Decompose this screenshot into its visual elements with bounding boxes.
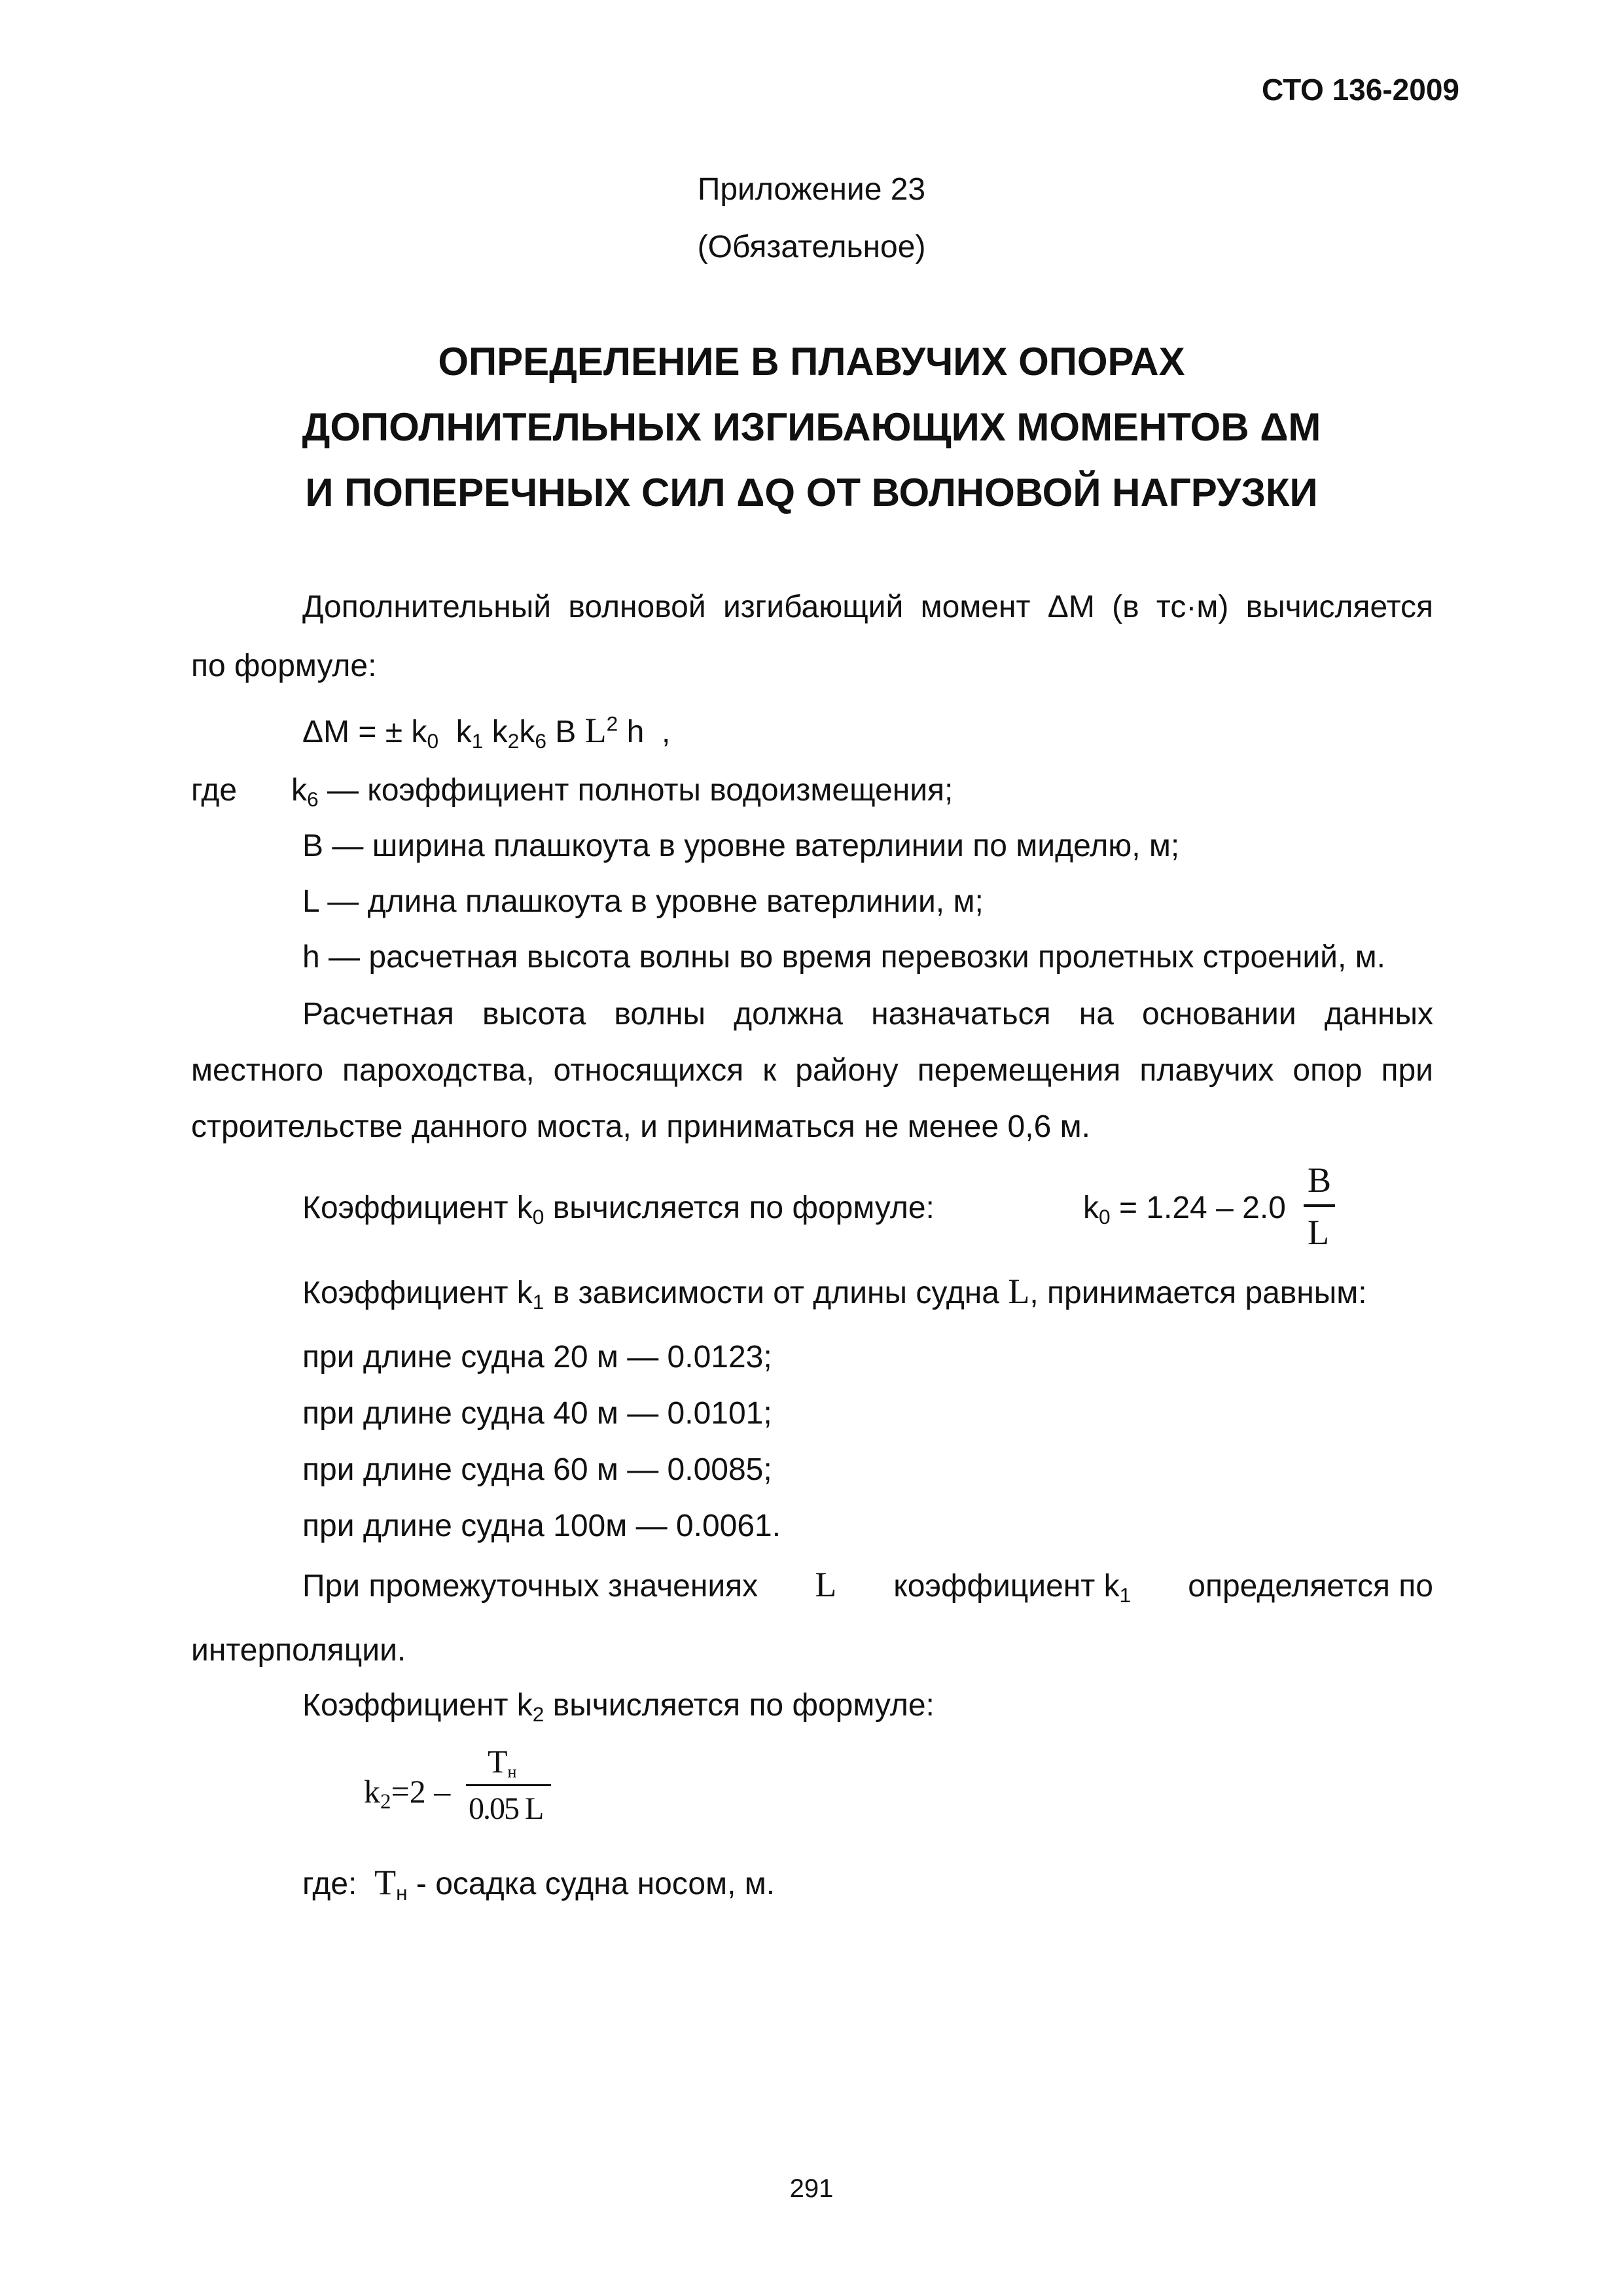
formula-h: h — [626, 715, 645, 749]
formula-lhs: ΔM = ± k — [302, 715, 427, 749]
page-number: 291 — [789, 2174, 834, 2203]
k0-numerator: B — [1308, 1160, 1332, 1200]
intro-line-2: по формуле: — [191, 649, 377, 683]
k1-text-a: Коэффициент k — [302, 1276, 533, 1310]
intro-line-1: Дополнительный волновой изгибающий момент ΔM (в тс·м) вычисляется — [302, 590, 1433, 624]
formula-k1: k — [455, 715, 472, 749]
k1-text — [302, 1271, 1367, 1312]
interp-c: определяется по — [1188, 1569, 1433, 1604]
k2-text-sub: 2 — [532, 1702, 544, 1726]
k1-text-c: , принимается равным: — [1029, 1276, 1367, 1310]
formula-sub: 0 — [427, 728, 439, 753]
interp-b-wrap — [893, 1568, 1132, 1607]
k0-text-a: Коэффициент k — [302, 1191, 533, 1225]
k6-symbol: k — [291, 773, 307, 808]
formula-delta-m — [302, 710, 670, 751]
k0-text-sub: 0 — [532, 1204, 544, 1229]
where-l: L — длина плашкоута в уровне ватерлинии, м; — [302, 884, 984, 919]
appendix-status: (Обязательное) — [697, 230, 926, 264]
title-line-3: И ПОПЕРЕЧНЫХ СИЛ ΔQ ОТ ВОЛНОВОЙ НАГРУЗКИ — [305, 471, 1318, 514]
wave-line-3: строительстве данного моста, и приниматься не менее 0,6 м. — [191, 1109, 1090, 1144]
k1-text-l: L — [1008, 1272, 1030, 1311]
interp-sub: 1 — [1119, 1583, 1132, 1607]
k2-fraction-bar — [466, 1784, 551, 1786]
k1-value-20: при длине судна 20 м — 0.0123; — [302, 1340, 772, 1374]
k6-text: — коэффициент полноты водоизмещения; — [318, 773, 954, 808]
k2-text-a: Коэффициент k — [302, 1688, 533, 1723]
tn-text: - осадка судна носом, м. — [407, 1867, 776, 1901]
tn-label: где: — [302, 1867, 357, 1901]
tn-sub: н — [396, 1880, 408, 1905]
k0-formula-sub: 0 — [1099, 1204, 1111, 1229]
where-k6 — [291, 772, 954, 811]
formula-k6: k — [519, 715, 535, 749]
formula-l: L — [584, 711, 607, 750]
k2-num-sub: н — [507, 1762, 517, 1782]
wave-line-1: Расчетная высота волны должна назначаться на основании данных — [302, 997, 1433, 1031]
formula-sub: 6 — [535, 728, 546, 753]
formula-comma: , — [662, 715, 671, 749]
formula-b: B — [555, 715, 577, 749]
appendix-number: Приложение 23 — [697, 172, 926, 207]
tn-symbol: T — [374, 1863, 397, 1902]
k1-value-100: при длине судна 100м — 0.0061. — [302, 1509, 781, 1543]
where-label: где — [191, 773, 238, 808]
k1-value-40: при длине судна 40 м — 0.0101; — [302, 1396, 772, 1431]
formula-sub: 2 — [507, 728, 520, 753]
title-line-2: ДОПОЛНИТЕЛЬНЫХ ИЗГИБАЮЩИХ МОМЕНТОВ ΔM — [302, 405, 1321, 449]
k1-text-sub: 1 — [532, 1289, 544, 1314]
k0-denominator: L — [1308, 1213, 1329, 1252]
k2-formula-rhs: =2 – — [391, 1773, 451, 1810]
tn-line — [302, 1862, 775, 1903]
wave-line-2: местного пароходства, относящихся к району перемещения плавучих опор при — [191, 1053, 1433, 1088]
k2-num-t: T — [488, 1743, 508, 1780]
k0-text-b: вычисляется по формуле: — [544, 1191, 935, 1225]
where-h: h — расчетная высота волны во время перевозки пролетных строений, м. — [302, 940, 1385, 975]
k2-text-b: вычисляется по формуле: — [544, 1688, 935, 1723]
k0-text — [302, 1190, 935, 1229]
formula-sub: 1 — [471, 728, 484, 753]
formula-exp: 2 — [606, 711, 618, 736]
k2-formula — [364, 1772, 451, 1814]
document-code: СТО 136-2009 — [1262, 73, 1459, 107]
k2-text — [302, 1687, 935, 1726]
k1-text-b: в зависимости от длины судна — [544, 1276, 1008, 1310]
k0-fraction-bar — [1304, 1204, 1335, 1207]
k2-formula-k: k — [364, 1773, 380, 1810]
k2-formula-sub: 2 — [380, 1790, 391, 1814]
k2-numerator — [488, 1742, 516, 1780]
interp-a: При промежуточных значениях — [302, 1569, 758, 1604]
k6-sub: 6 — [307, 787, 319, 811]
k2-denominator: 0.05 L — [469, 1791, 543, 1826]
k0-formula-rhs: = 1.24 – 2.0 — [1110, 1191, 1286, 1225]
k0-formula-k: k — [1083, 1191, 1099, 1225]
interp-line-1 — [302, 1564, 1433, 1605]
title-line-1: ОПРЕДЕЛЕНИЕ В ПЛАВУЧИХ ОПОРАХ — [438, 340, 1185, 384]
k0-formula — [1083, 1190, 1286, 1229]
interp-l: L — [815, 1565, 837, 1604]
k1-value-60: при длине судна 60 м — 0.0085; — [302, 1452, 772, 1487]
where-b: B — ширина плашкоута в уровне ватерлинии по миделю, м; — [302, 829, 1180, 863]
interp-b: коэффициент k — [893, 1569, 1120, 1604]
interp-line-2: интерполяции. — [191, 1633, 406, 1668]
formula-k2: k — [491, 715, 508, 749]
